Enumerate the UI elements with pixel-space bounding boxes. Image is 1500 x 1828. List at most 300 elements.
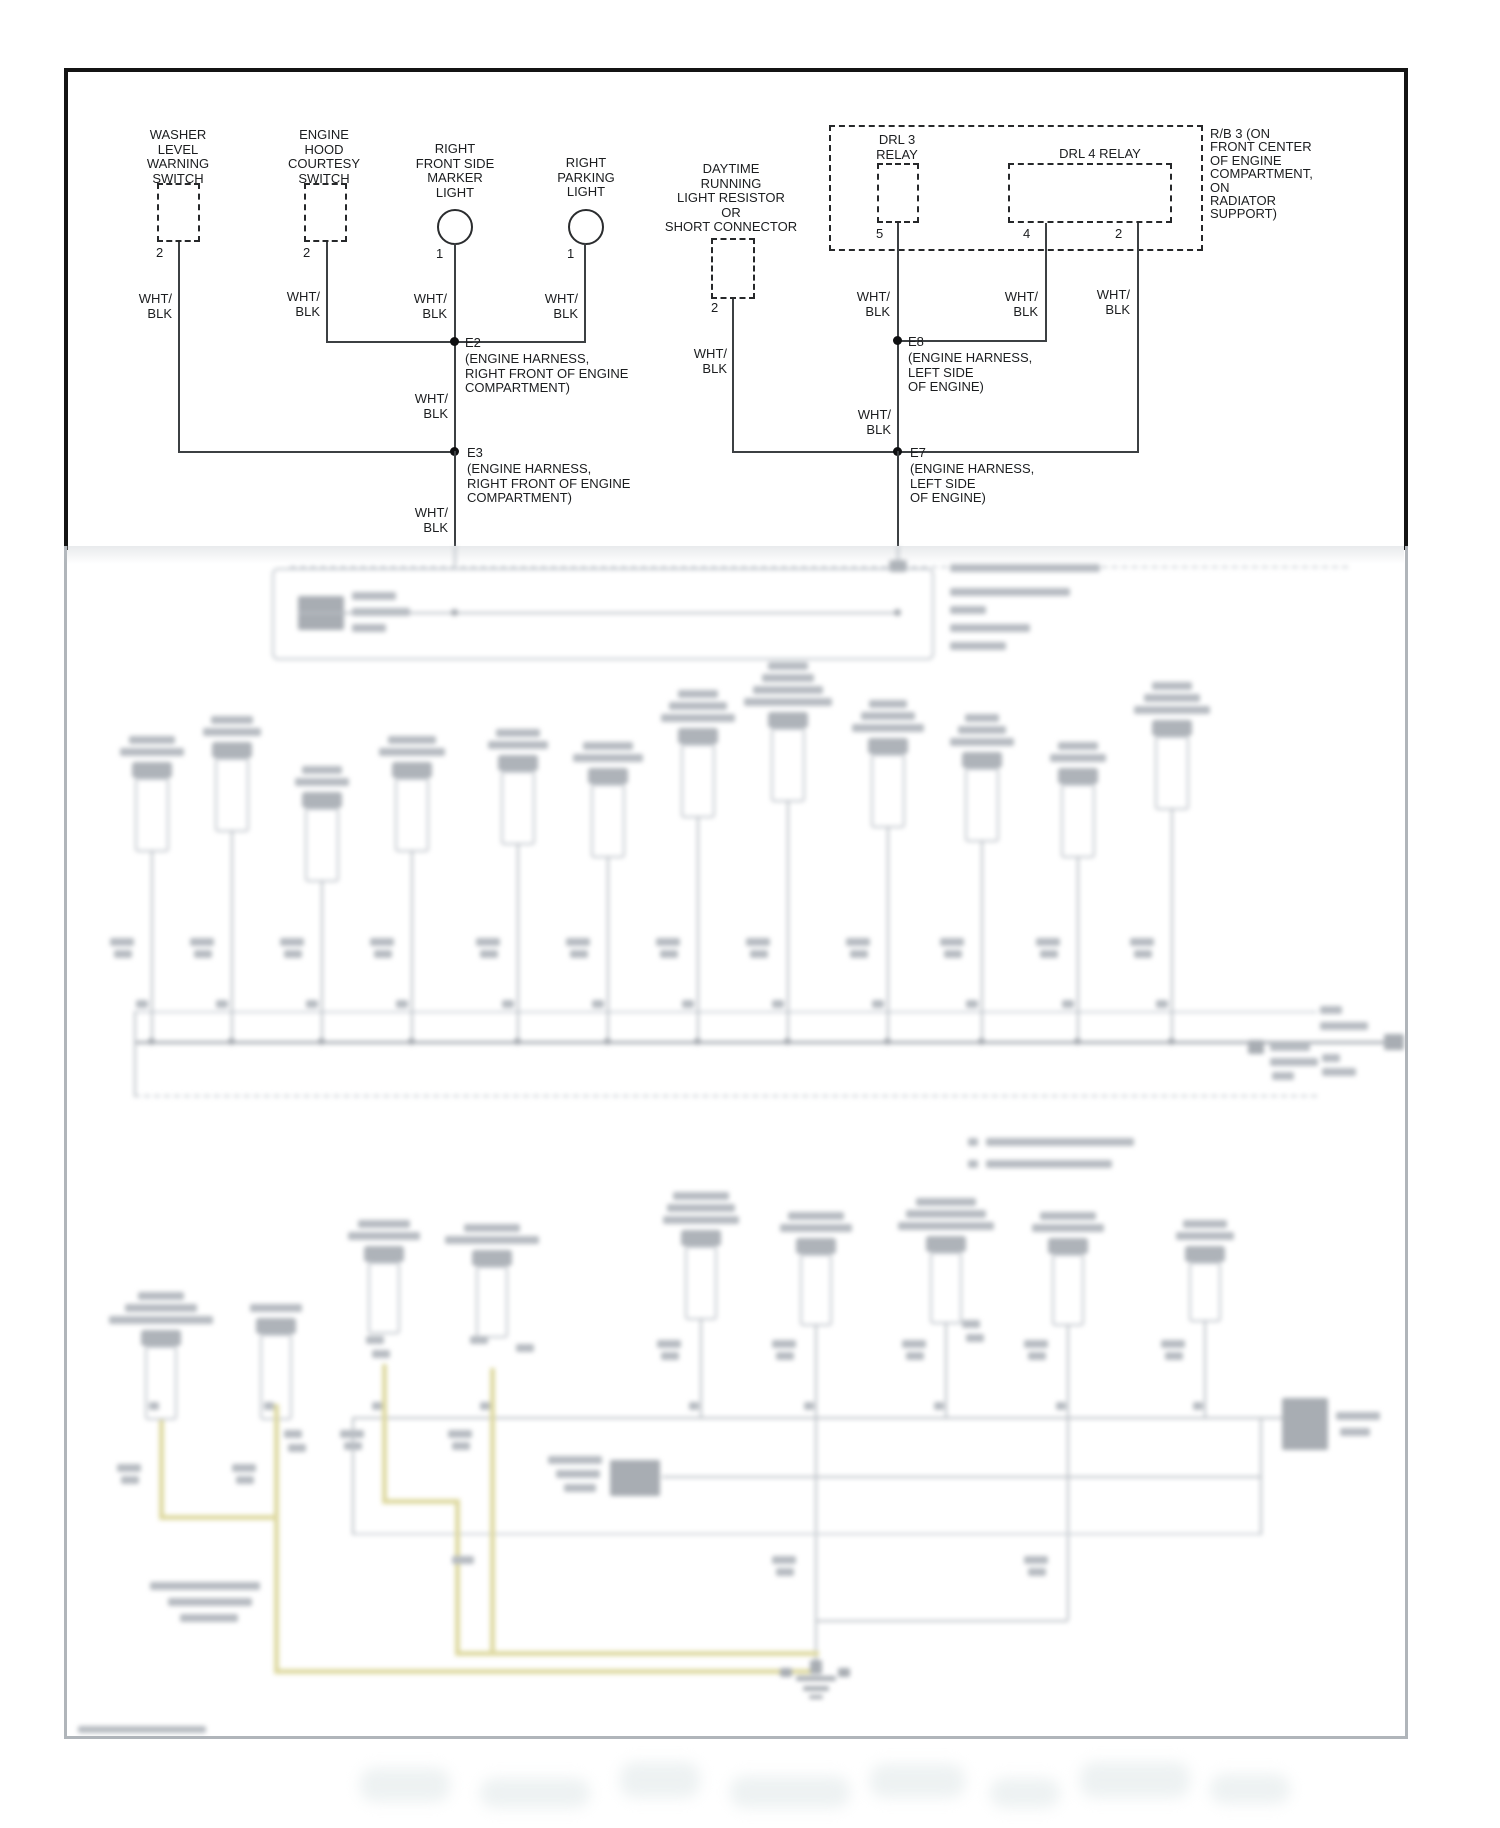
blurred-label-line bbox=[215, 758, 249, 832]
yellow-wire bbox=[274, 1669, 819, 1674]
blurred-connector bbox=[978, 1038, 985, 1045]
blurred-label-line bbox=[358, 1220, 410, 1228]
label-line: WHT/ bbox=[413, 291, 447, 306]
blurred-connector bbox=[148, 1038, 155, 1045]
blurred-connector bbox=[212, 742, 252, 758]
blurred-connector bbox=[610, 1460, 660, 1496]
label-line: WHT/ bbox=[286, 289, 320, 304]
ground-icon bbox=[803, 1686, 829, 1691]
label-line: BLK bbox=[423, 519, 448, 535]
blurred-label-line bbox=[1322, 1054, 1340, 1062]
ground-icon bbox=[838, 1668, 850, 1677]
blurred-label-line bbox=[1155, 736, 1189, 810]
blurred-connector bbox=[784, 1038, 791, 1045]
blurred-label-line bbox=[950, 642, 1006, 650]
yellow-wire bbox=[382, 1499, 460, 1504]
blurred-label-line bbox=[203, 728, 261, 736]
label-line: DRL 3 bbox=[878, 132, 916, 147]
blurred-connector bbox=[472, 1250, 512, 1266]
watermark-blob bbox=[1080, 1762, 1190, 1798]
blurred-label-line bbox=[1272, 1072, 1294, 1080]
blurred-label-line bbox=[1024, 1556, 1048, 1564]
label-line: WHT/ bbox=[1004, 289, 1038, 304]
label-line: BLK bbox=[553, 305, 578, 321]
blurred-label-line bbox=[930, 1252, 962, 1324]
drl3-relay-pin: 5 bbox=[876, 226, 884, 241]
blurred-label-line bbox=[306, 1000, 318, 1008]
label-line: WASHER bbox=[149, 127, 207, 142]
blurred-label-line bbox=[1165, 1352, 1183, 1360]
label-line: LEVEL bbox=[157, 141, 199, 157]
label-line: LIGHT bbox=[435, 184, 475, 200]
blurred-connector bbox=[1282, 1398, 1328, 1450]
blurred-connector bbox=[607, 856, 609, 1041]
label-line: ENGINE bbox=[299, 127, 349, 142]
blurred-fine-print bbox=[78, 1726, 206, 1733]
label-line: (ENGINE HARNESS, bbox=[465, 351, 590, 366]
label-line: LEFT SIDE bbox=[910, 475, 976, 491]
blurred-connector bbox=[228, 1038, 235, 1045]
blurred-label-line bbox=[944, 950, 962, 958]
ground-icon bbox=[780, 1668, 792, 1677]
bus-line-dashed bbox=[134, 1095, 1317, 1097]
bus-right-end bbox=[1260, 1417, 1262, 1535]
blurred-label-line bbox=[250, 1304, 302, 1312]
blurred-note-line bbox=[986, 1160, 1112, 1168]
blurred-label-line bbox=[370, 938, 394, 946]
blurred-label-line bbox=[660, 950, 678, 958]
blurred-label-line bbox=[950, 588, 1070, 596]
blurred-label-line bbox=[129, 736, 175, 744]
blurred-label-line bbox=[1032, 1224, 1104, 1232]
blurred-connector bbox=[787, 800, 789, 1041]
blurred-connector bbox=[256, 1318, 296, 1334]
blurred-connector bbox=[604, 1038, 611, 1045]
blurred-label-line bbox=[295, 778, 349, 786]
hood-switch-pin: 2 bbox=[303, 245, 311, 260]
blurred-label-line bbox=[1062, 1000, 1074, 1008]
blurred-connector bbox=[411, 850, 413, 1041]
blurred-connector bbox=[231, 830, 233, 1041]
label-line: (ENGINE HARNESS, bbox=[908, 350, 1033, 365]
blurred-label-line bbox=[150, 1582, 260, 1590]
blurred-label-line bbox=[352, 592, 396, 600]
bus-left-end bbox=[352, 1417, 354, 1535]
yellow-wire bbox=[159, 1515, 279, 1520]
yellow-wire bbox=[490, 1368, 495, 1655]
yellow-wire bbox=[159, 1420, 164, 1520]
blurred-label-line bbox=[916, 1198, 976, 1206]
label-line: WHT/ bbox=[414, 505, 448, 520]
blurred-connector bbox=[889, 560, 907, 572]
blurred-label-line bbox=[1322, 1068, 1356, 1076]
label-line: PARKING bbox=[557, 169, 615, 185]
junction-e3-id: E3 bbox=[467, 445, 483, 460]
blurred-label-line bbox=[682, 1000, 694, 1008]
label-line: COMPARTMENT) bbox=[465, 380, 570, 395]
blurred-connector bbox=[796, 1238, 836, 1254]
blurred-label-line bbox=[962, 1320, 980, 1328]
blurred-label-line bbox=[1189, 1262, 1221, 1322]
blurred-connector bbox=[697, 816, 699, 1041]
blurred-connector bbox=[517, 843, 519, 1041]
blurred-label-line bbox=[657, 1340, 681, 1348]
blurred-label-line bbox=[470, 1336, 488, 1344]
blurred-label-line bbox=[1336, 1412, 1380, 1420]
blurred-label-line bbox=[280, 938, 304, 946]
blurred-note-line bbox=[986, 1138, 1134, 1146]
parking-light-pin: 1 bbox=[567, 246, 575, 261]
label-line: R/B 3 (ON bbox=[1210, 126, 1270, 141]
blurred-label-line bbox=[950, 738, 1014, 746]
blurred-label-line bbox=[117, 1464, 141, 1472]
label-line: WHT/ bbox=[1096, 287, 1130, 302]
blurred-label-line bbox=[902, 1340, 926, 1348]
blurred-label-line bbox=[1052, 1254, 1084, 1326]
blurred-label-line bbox=[685, 1246, 717, 1320]
junction-dot bbox=[894, 609, 901, 616]
label-line: COMPARTMENT) bbox=[467, 490, 572, 505]
blurred-connector bbox=[1048, 1238, 1088, 1254]
blurred-label-line bbox=[753, 686, 823, 694]
blurred-connector bbox=[321, 880, 323, 1041]
blurred-label-line bbox=[681, 744, 715, 818]
blurred-connector bbox=[498, 755, 538, 771]
label-line: WHT/ bbox=[544, 291, 578, 306]
drl4-relay-label: DRL 4 RELAY bbox=[1059, 146, 1141, 161]
blurred-label-line bbox=[669, 702, 727, 710]
blurred-label-line bbox=[1056, 1402, 1066, 1410]
label-line: (ENGINE HARNESS, bbox=[467, 461, 592, 476]
blurred-label-line bbox=[940, 938, 964, 946]
blurred-label-line bbox=[236, 1476, 254, 1484]
blurred-label-line bbox=[776, 1352, 794, 1360]
blurred-label-line bbox=[966, 1334, 984, 1342]
blurred-label-line bbox=[264, 1402, 274, 1410]
label-line: BLK bbox=[702, 360, 727, 376]
watermark-blob bbox=[620, 1762, 700, 1798]
blurred-label-line bbox=[564, 1484, 596, 1492]
junction-e7-id: E7 bbox=[910, 445, 926, 460]
bus-line bbox=[134, 1011, 1317, 1013]
blurred-label-line bbox=[689, 1402, 699, 1410]
label-line: BLK bbox=[147, 305, 172, 321]
blurred-connector bbox=[700, 1318, 702, 1417]
blurred-label-line bbox=[452, 1556, 474, 1564]
blurred-connector bbox=[514, 1038, 521, 1045]
blurred-connector bbox=[364, 1246, 404, 1262]
blurred-label-line bbox=[566, 938, 590, 946]
blurred-label-line bbox=[950, 624, 1030, 632]
yellow-wire bbox=[455, 1499, 460, 1656]
blurred-label-line bbox=[1040, 950, 1058, 958]
label-line: OF ENGINE) bbox=[908, 379, 984, 394]
watermark-blob bbox=[990, 1778, 1060, 1808]
blurred-label-line bbox=[950, 606, 986, 614]
blurred-label-line bbox=[1144, 694, 1200, 702]
blurred-label-line bbox=[1134, 950, 1152, 958]
blurred-label-line bbox=[958, 726, 1006, 734]
blurred-label-line bbox=[871, 754, 905, 828]
blurred-connector bbox=[981, 840, 983, 1041]
blurred-label-line bbox=[1183, 1220, 1227, 1228]
blurred-label-line bbox=[1040, 1212, 1096, 1220]
marker-light-pin: 1 bbox=[436, 246, 444, 261]
blurred-label-line bbox=[1050, 754, 1106, 762]
blurred-label-line bbox=[476, 1266, 508, 1338]
label-line: LIGHT bbox=[566, 184, 606, 199]
blurred-label-line bbox=[374, 950, 392, 958]
blurred-label-line bbox=[379, 748, 445, 756]
label-line: RIGHT bbox=[565, 155, 607, 170]
blurred-label-line bbox=[1152, 682, 1192, 690]
blurred-label-line bbox=[476, 938, 500, 946]
blurred-label-line bbox=[135, 778, 169, 852]
drl4-relay-pin-2: 2 bbox=[1115, 226, 1123, 241]
blurred-label-line bbox=[190, 938, 214, 946]
blurred-connector bbox=[141, 1330, 181, 1346]
blurred-connector bbox=[678, 728, 718, 744]
junction-dot bbox=[451, 609, 458, 616]
blurred-label-line bbox=[852, 724, 924, 732]
label-line: RELAY bbox=[876, 146, 918, 162]
blurred-label-line bbox=[744, 698, 832, 706]
ground-icon bbox=[796, 1676, 836, 1681]
blurred-connector bbox=[1185, 1246, 1225, 1262]
ground-icon bbox=[809, 1695, 823, 1699]
blurred-label-line bbox=[656, 938, 680, 946]
blurred-label-line bbox=[966, 1000, 978, 1008]
blurred-label-line bbox=[591, 784, 625, 858]
blurred-connector bbox=[408, 1038, 415, 1045]
blurred-label-line bbox=[1320, 1006, 1342, 1014]
blurred-label-line bbox=[348, 1232, 420, 1240]
bus-line bbox=[352, 1533, 1262, 1535]
blurred-label-line bbox=[556, 1470, 600, 1478]
blurred-connector bbox=[1171, 808, 1173, 1041]
blurred-label-line bbox=[302, 766, 342, 774]
blurred-label-line bbox=[1028, 1352, 1046, 1360]
label-line: SWITCH bbox=[298, 170, 350, 186]
blurred-label-line bbox=[368, 1262, 400, 1334]
watermark-blob bbox=[480, 1778, 590, 1808]
blurred-connector bbox=[1067, 1324, 1069, 1620]
blurred-label-line bbox=[1028, 1568, 1046, 1576]
watermark-blob bbox=[730, 1776, 850, 1808]
blurred-label-line bbox=[501, 771, 535, 845]
blurred-connector bbox=[768, 712, 808, 728]
blurred-label-line bbox=[211, 716, 253, 724]
blurred-label-line bbox=[1320, 1022, 1368, 1030]
blurred-label-line bbox=[488, 741, 548, 749]
label-line: RIGHT FRONT OF ENGINE bbox=[465, 365, 629, 381]
label-line: COMPARTMENT, bbox=[1210, 166, 1313, 182]
blurred-label-line bbox=[232, 1464, 256, 1472]
blurred-label-line bbox=[965, 768, 999, 842]
blurred-label-line bbox=[448, 1430, 472, 1438]
blurred-label-line bbox=[180, 1614, 238, 1622]
blurred-label-line bbox=[965, 714, 999, 722]
blurred-label-line bbox=[1270, 1043, 1310, 1051]
blurred-note-marker bbox=[968, 1138, 978, 1146]
blurred-connector bbox=[1168, 1038, 1175, 1045]
blurred-label-line bbox=[516, 1344, 534, 1352]
blurred-label-line bbox=[1176, 1232, 1234, 1240]
blurred-label-line bbox=[1024, 1340, 1048, 1348]
blurred-label-line bbox=[772, 1340, 796, 1348]
label-line: WARNING bbox=[146, 156, 210, 171]
blurred-label-line bbox=[1161, 1340, 1185, 1348]
label-line: HOOD bbox=[304, 141, 344, 157]
blurred-connector bbox=[1058, 768, 1098, 784]
label-line: COURTESY bbox=[288, 156, 360, 171]
yellow-wire bbox=[382, 1364, 387, 1504]
blurred-label-line bbox=[768, 662, 808, 670]
blurred-connector bbox=[1204, 1320, 1206, 1417]
blurred-label-line bbox=[1134, 706, 1210, 714]
blurred-label-line bbox=[663, 1216, 739, 1224]
watermark-blob bbox=[1210, 1774, 1290, 1804]
bus-line bbox=[662, 1476, 1262, 1478]
label-line: OF ENGINE bbox=[1210, 152, 1282, 168]
label-line: FRONT SIDE bbox=[415, 155, 495, 171]
blurred-label-line bbox=[573, 754, 643, 762]
blurred-label-line bbox=[678, 690, 718, 698]
blurred-label-line bbox=[934, 1402, 944, 1410]
label-line: LEFT SIDE bbox=[908, 364, 974, 380]
blurred-label-line bbox=[372, 1402, 382, 1410]
blurred-label-line bbox=[464, 1224, 520, 1232]
blurred-connector bbox=[1074, 1038, 1081, 1045]
label-line: WHT/ bbox=[414, 391, 448, 406]
blurred-connector bbox=[1077, 856, 1079, 1041]
label-line: BLK bbox=[865, 303, 890, 319]
blurred-label-line bbox=[125, 1304, 197, 1312]
blurred-note-marker bbox=[968, 1160, 978, 1168]
label-line: BLK bbox=[295, 303, 320, 319]
label-line: BLK bbox=[1105, 301, 1130, 317]
blurred-connector bbox=[884, 1038, 891, 1045]
blurred-connector bbox=[681, 1230, 721, 1246]
blurred-connector bbox=[1248, 1040, 1264, 1054]
blurred-label-line bbox=[592, 1000, 604, 1008]
blurred-label-line bbox=[136, 1000, 148, 1008]
blurred-label-line bbox=[480, 1402, 490, 1410]
blurred-connector bbox=[694, 1038, 701, 1045]
blurred-label-line bbox=[673, 1192, 729, 1200]
blurred-label-line bbox=[771, 728, 805, 802]
blurred-label-line bbox=[372, 1350, 390, 1358]
blurred-label-line bbox=[168, 1598, 252, 1606]
watermark-blob bbox=[870, 1764, 965, 1798]
label-line: RUNNING bbox=[700, 175, 762, 191]
bus-left-end bbox=[134, 1011, 136, 1097]
blurred-label-line bbox=[452, 1442, 470, 1450]
blurred-connector bbox=[588, 768, 628, 784]
blurred-label-line bbox=[1061, 784, 1095, 858]
wire-segment bbox=[816, 1620, 1068, 1622]
blurred-label-line bbox=[366, 1336, 384, 1344]
blurred-label-line bbox=[661, 714, 735, 722]
blurred-label-line bbox=[284, 950, 302, 958]
blurred-label-line bbox=[1340, 1428, 1370, 1436]
blurred-label-line bbox=[1036, 938, 1060, 946]
blurred-label-line bbox=[906, 1210, 986, 1218]
blurred-connector bbox=[962, 752, 1002, 768]
blurred-label-line bbox=[861, 712, 915, 720]
label-line: WHT/ bbox=[138, 291, 172, 306]
label-line: RIGHT bbox=[434, 141, 476, 156]
label-line: SWITCH bbox=[152, 170, 204, 186]
blurred-label-line bbox=[780, 1224, 852, 1232]
blurred-label-line bbox=[950, 564, 1100, 572]
blurred-connector bbox=[132, 762, 172, 778]
junction-e8-id: E8 bbox=[908, 334, 924, 349]
blurred-label-line bbox=[776, 1568, 794, 1576]
daytime-resistor-pin: 2 bbox=[711, 300, 719, 315]
blurred-label-line bbox=[850, 950, 868, 958]
label-line: SUPPORT) bbox=[1210, 206, 1277, 222]
watermark-blob bbox=[360, 1768, 450, 1802]
blurred-connector bbox=[1384, 1034, 1404, 1050]
label-line: MARKER bbox=[427, 170, 483, 185]
blurred-label-line bbox=[396, 1000, 408, 1008]
label-line: WHT/ bbox=[856, 289, 890, 304]
blurred-label-line bbox=[772, 1000, 784, 1008]
label-line: ON bbox=[1210, 179, 1230, 195]
blurred-label-line bbox=[110, 938, 134, 946]
washer-switch-pin: 2 bbox=[156, 245, 164, 260]
yellow-wire bbox=[274, 1404, 279, 1674]
label-line: (ENGINE HARNESS, bbox=[910, 461, 1035, 476]
label-line: OF ENGINE) bbox=[910, 490, 986, 505]
label-line: LIGHT RESISTOR bbox=[677, 190, 785, 205]
label-line: RADIATOR bbox=[1210, 193, 1276, 209]
blurred-label-line bbox=[750, 950, 768, 958]
blurred-label-line bbox=[149, 1402, 159, 1410]
label-line: WHT/ bbox=[693, 346, 727, 361]
blurred-label-line bbox=[502, 1000, 514, 1008]
blurred-connector bbox=[887, 826, 889, 1041]
label-line: SHORT CONNECTOR bbox=[664, 219, 798, 234]
blurred-label-line bbox=[746, 938, 770, 946]
blurred-label-line bbox=[445, 1236, 539, 1244]
label-line: OR bbox=[721, 204, 741, 220]
blurred-label-line bbox=[1270, 1058, 1318, 1066]
blurred-label-line bbox=[120, 748, 184, 756]
label-line: FRONT CENTER bbox=[1210, 139, 1312, 155]
blurred-connector bbox=[318, 1038, 325, 1045]
blurred-label-line bbox=[284, 1430, 302, 1438]
blurred-label-line bbox=[388, 736, 436, 744]
blurred-label-line bbox=[661, 1352, 679, 1360]
blurred-label-line bbox=[121, 1476, 139, 1484]
label-line: DAYTIME bbox=[702, 161, 760, 176]
blurred-label-line bbox=[1156, 1000, 1168, 1008]
blurred-label-line bbox=[288, 1444, 306, 1452]
blurred-connector bbox=[302, 792, 342, 808]
wire-segment bbox=[298, 612, 898, 614]
blurred-label-line bbox=[869, 700, 907, 708]
blurred-label-line bbox=[352, 624, 386, 632]
blurred-label-line bbox=[667, 1204, 735, 1212]
label-line: BLK bbox=[866, 421, 891, 437]
blurred-label-line bbox=[114, 950, 132, 958]
blurred-label-line bbox=[898, 1222, 994, 1230]
blurred-label-line bbox=[138, 1292, 184, 1300]
blurred-label-line bbox=[305, 808, 339, 882]
label-line: RIGHT FRONT OF ENGINE bbox=[467, 475, 631, 491]
